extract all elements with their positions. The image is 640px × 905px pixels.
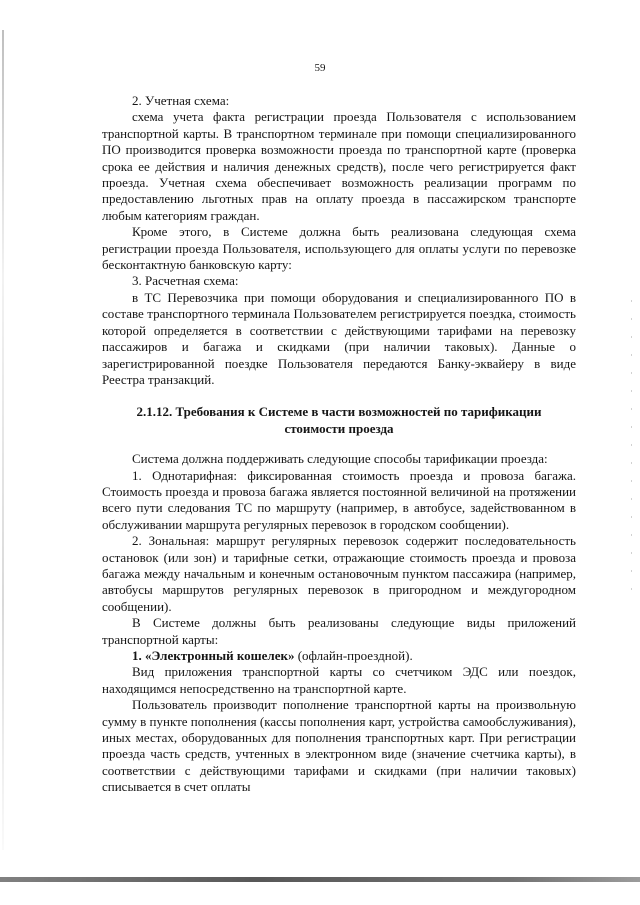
scan-specks xyxy=(631,300,632,600)
paragraph: Кроме этого, в Системе должна быть реализована следующая схема регистрации проезда Пользователя, использующего для оплаты услуги по перевозке бесконтактную банковскую карту: xyxy=(102,224,576,273)
paragraph: схема учета факта регистрации проезда Пользователя с использованием транспортной карты. В транспортном терминале при помощи специализированного ПО производится проверка возможности проезда по транспортной карте (проверка срока ее действия и наличия денежных средств), после чего регистрируется факт проезда. Учетная схема обеспечивает возможность реализации программ по предоставлению льготных прав на оплату проезда в пассажирском транспорте любым категориям граждан. xyxy=(102,109,576,223)
paragraphs-bottom xyxy=(102,451,576,648)
section-heading-line-1: 2.1.12. Требования к Системе в части возможностей по тарификации xyxy=(136,404,542,420)
paragraph: в ТС Перевозчика при помощи оборудования и специализированного ПО в составе транспортного терминала Пользователем регистрируется поездка, стоимость которой определяется в соответствии с действующими тарифами на перевозку пассажиров и багажа и скидками (при наличии таковых). Данные о зарегистрированной поездке Пользователя передаются Банку-эквайеру в виде Реестра транзакций. xyxy=(102,289,576,387)
scan-edge-mark xyxy=(2,30,4,850)
page-number: 59 xyxy=(314,62,326,74)
paragraph: Система должна поддерживать следующие способы тарификации проезда: xyxy=(132,451,548,467)
paragraphs-top xyxy=(102,93,576,388)
wallet-subtitle: (офлайн-проездной). xyxy=(294,648,413,663)
scan-bottom-bar xyxy=(0,877,640,882)
paragraphs-end xyxy=(102,664,576,795)
section-heading xyxy=(102,404,576,437)
wallet-title: 1. «Электронный кошелек» xyxy=(132,648,295,663)
paragraph: Вид приложения транспортной карты со счетчиком ЭДС или поездок, находящимся непосредственно на транспортной карте. xyxy=(102,664,576,696)
section-heading-line-2: стоимости проезда xyxy=(284,420,394,436)
paragraph: В Системе должны быть реализованы следующие виды приложений транспортной карты: xyxy=(102,615,576,647)
wallet-paragraph xyxy=(102,648,576,664)
paragraph: 3. Расчетная схема: xyxy=(132,273,239,289)
paragraph: Пользователь производит пополнение транспортной карты на произвольную сумму в пункте пополнения (кассы пополнения карт, устройства самообслуживания), иных местах, оборудованных для пополнения транспортных карт. При регистрации проезда часть средств, учтенных в электронном виде (значение счетчика карты), в соответствии с действующими тарифами и скидками (при наличии таковых) списывается в счет оплаты xyxy=(102,697,576,795)
paragraph: 2. Зональная: маршрут регулярных перевозок содержит последовательность остановок (или зон) и тарифные сетки, отражающие стоимость проезда и провоза багажа между начальным и конечным остановочным пунктом пассажира (например, автобусы маршрутов регулярных перевозок в пригородном и междугородном сообщении). xyxy=(102,533,576,614)
paragraph: 1. Однотарифная: фиксированная стоимость проезда и провоза багажа. Стоимость проезда и провоза багажа является постоянной величиной на протяжении всего пути следования ТС по маршруту (например, в автобусе, задействованном в обслуживании маршрута регулярных перевозок в городском сообщении). xyxy=(102,467,576,532)
paragraph: 2. Учетная схема: xyxy=(132,93,230,108)
document-body xyxy=(102,93,576,796)
